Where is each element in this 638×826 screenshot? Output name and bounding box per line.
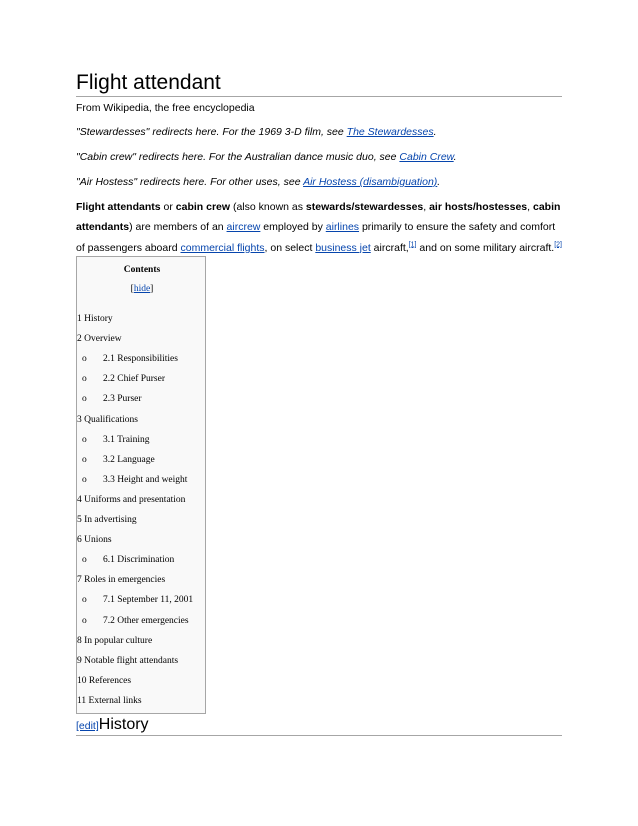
toc-bullet: o	[82, 555, 87, 566]
bold-term: air hosts/hostesses	[429, 201, 528, 213]
lead-text: ) are members of an	[129, 221, 227, 234]
hatnote-cabin-crew	[76, 150, 457, 164]
toc-item-label[interactable]: 3.1 Training	[103, 434, 150, 445]
site-tagline: From Wikipedia, the free encyclopedia	[76, 102, 255, 114]
toc-item-label[interactable]: 3.2 Language	[103, 454, 155, 465]
page-title: Flight attendant	[76, 71, 221, 94]
toc-item-label[interactable]: 7.1 September 11, 2001	[103, 595, 194, 606]
toc-item-label[interactable]: 11 External links	[77, 695, 142, 706]
link-business-jet[interactable]: business jet	[315, 241, 371, 254]
lead-text: or	[160, 201, 176, 213]
hatnote-air-hostess	[76, 175, 440, 189]
toc-bullet: o	[82, 474, 87, 485]
toc-item-label[interactable]: 6.1 Discrimination	[103, 555, 175, 566]
lead-text: aircraft,	[370, 241, 409, 254]
toc-bullet: o	[82, 434, 87, 445]
toc-bullet: o	[82, 394, 87, 405]
toc-item-label[interactable]: 8 In popular culture	[77, 635, 153, 646]
table-of-contents	[76, 256, 206, 714]
toc-item-label[interactable]: 2 Overview	[77, 334, 122, 345]
hatnote-text: .	[453, 151, 457, 163]
hatnote-stewardesses	[76, 125, 437, 139]
lead-text: and on some military aircraft.	[416, 241, 555, 254]
section-heading-history	[76, 716, 149, 734]
toc-item-label[interactable]: 6 Unions	[77, 535, 112, 546]
edit-section-link[interactable]: [edit]	[76, 720, 99, 732]
bold-term: cabin attendants	[76, 201, 561, 234]
lead-text: ,	[423, 201, 430, 213]
toc-item-label[interactable]: 1 History	[77, 314, 113, 324]
toc-bullet: o	[82, 595, 87, 606]
bold-term: cabin crew	[175, 201, 231, 213]
citation-1[interactable]: [1]	[408, 241, 417, 249]
lead-text: (also known as	[230, 201, 306, 213]
link-aircrew[interactable]: aircrew	[226, 221, 261, 234]
bold-term: Flight attendants	[76, 201, 161, 213]
hatnote-text: "Stewardesses" redirects here. For the 1969 3-D film, see	[76, 126, 347, 138]
section-heading: History	[98, 716, 149, 733]
link-the-stewardesses[interactable]: The Stewardesses	[346, 126, 434, 138]
lead-paragraph	[76, 197, 562, 258]
link-cabin-crew[interactable]: Cabin Crew	[399, 151, 454, 163]
bold-term: stewards/stewardesses	[305, 201, 424, 213]
toc-item-label[interactable]: 7 Roles in emergencies	[77, 575, 166, 586]
link-air-hostess-disambiguation[interactable]: Air Hostess (disambiguation)	[303, 176, 438, 188]
link-airlines[interactable]: airlines	[325, 221, 360, 234]
toc-item-label[interactable]: 7.2 Other emergencies	[103, 615, 189, 626]
hatnote-text: .	[437, 176, 441, 188]
hatnote-text: "Air Hostess" redirects here. For other uses, see	[76, 176, 304, 188]
toc-item-label[interactable]: 10 References	[77, 675, 132, 686]
toc-bullet: o	[82, 374, 87, 385]
toc-item-label[interactable]: 2.3 Purser	[103, 394, 142, 405]
toc-bullet: o	[82, 354, 87, 365]
lead-text: primarily to ensure the safety and comfort of passengers aboard	[76, 221, 556, 254]
toc-hide-toggle	[77, 284, 207, 294]
toc-item-label[interactable]: 2.1 Responsibilities	[103, 354, 178, 365]
toc-item-label[interactable]: 2.2 Chief Purser	[103, 374, 166, 385]
toc-item-label[interactable]: 5 In advertising	[77, 515, 137, 525]
toc-item-label[interactable]: 3.3 Height and weight	[103, 474, 188, 485]
bracket: [	[130, 284, 134, 294]
toc-item-label[interactable]: 3 Qualifications	[77, 414, 138, 425]
bracket: ]	[150, 284, 154, 294]
section-divider	[76, 735, 562, 736]
link-commercial-flights[interactable]: commercial flights	[180, 241, 265, 254]
title-divider	[76, 96, 562, 97]
toc-item-label[interactable]: 4 Uniforms and presentation	[77, 494, 186, 505]
toc-hide-link[interactable]: hide	[133, 284, 151, 294]
lead-text: , on select	[264, 241, 316, 254]
toc-bullet: o	[82, 615, 87, 626]
hatnote-text: "Cabin crew" redirects here. For the Australian dance music duo, see	[76, 151, 400, 163]
hatnote-text: .	[433, 126, 437, 138]
toc-bullet: o	[82, 454, 87, 465]
toc-item-label[interactable]: 9 Notable flight attendants	[77, 655, 179, 666]
toc-title: Contents	[123, 265, 161, 275]
lead-text: employed by	[260, 221, 326, 234]
citation-2[interactable]: [2]	[554, 241, 563, 249]
lead-text: ,	[527, 201, 533, 213]
